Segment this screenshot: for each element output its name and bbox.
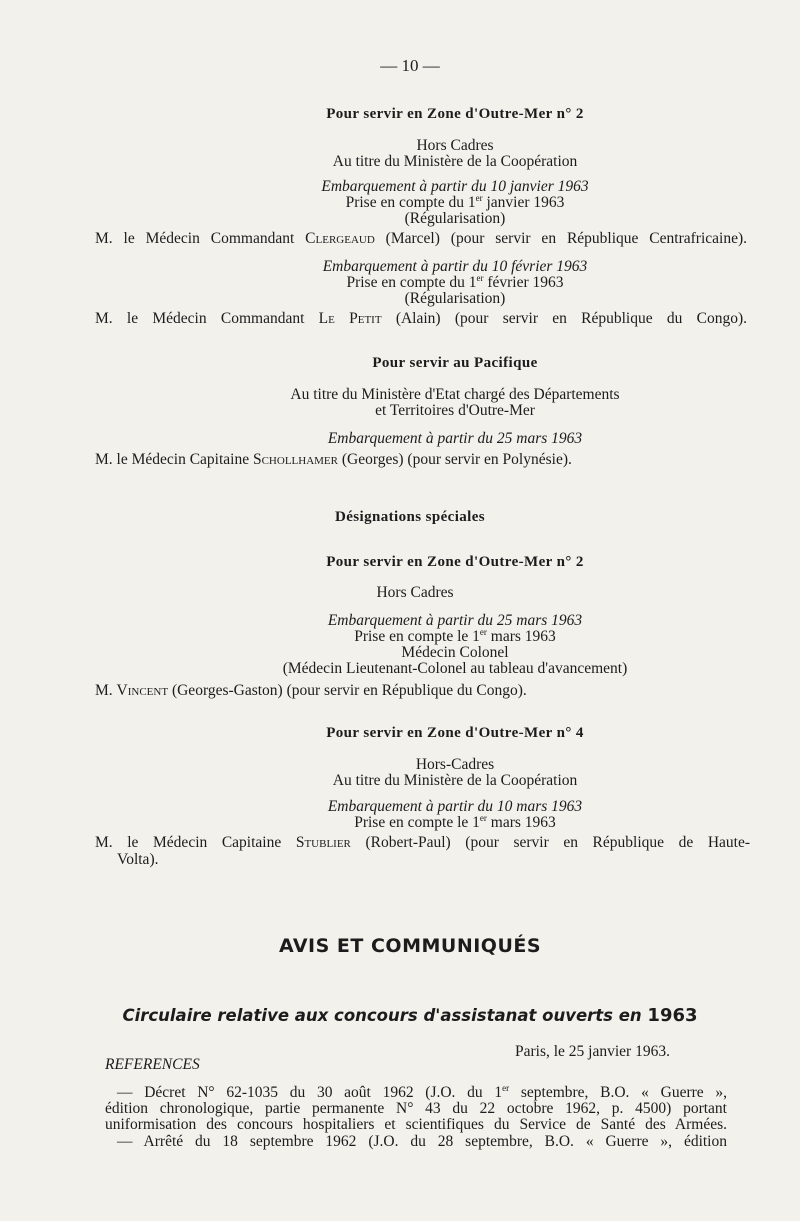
ministry-label: Au titre du Ministère d'Etat chargé des Départements (290, 386, 620, 403)
ministry-label: Au titre du Ministère de la Coopération (332, 772, 578, 789)
letter-date: Paris, le 25 janvier 1963. (515, 1043, 670, 1060)
reference-line: — Décret N° 62-1035 du 30 août 1962 (J.O. du 1er septembre, B.O. « Guerre », (117, 1082, 727, 1101)
personnel-entry: M. le Médecin Capitaine Stublier (Robert-Paul) (pour servir en République de Haute- (95, 834, 750, 851)
avis-communiques-title: AVIS ET COMMUNIQUÉS (278, 935, 542, 957)
grade-note: (Médecin Lieutenant-Colonel au tableau d'avancement) (282, 660, 628, 677)
personnel-entry: M. le Médecin Capitaine Schollhamer (Georges) (pour servir en Polynésie). (95, 451, 572, 468)
hors-cadres-label: Hors-Cadres (415, 756, 495, 773)
prise-en-compte-line: Prise en compte le 1er mars 1963 (354, 812, 556, 831)
prise-en-compte-line: Prise en compte du 1er février 1963 (346, 272, 564, 291)
section-heading-zone-2: Pour servir en Zone d'Outre-Mer n° 2 (326, 554, 584, 570)
page-number: — 10 — (380, 56, 440, 75)
designations-heading: Désignations spéciales (334, 509, 486, 525)
ministry-label-cont: et Territoires d'Outre-Mer (375, 402, 535, 419)
embarkation-line: Embarquement à partir du 25 mars 1963 (327, 430, 583, 447)
prise-en-compte-line: Prise en compte le 1er mars 1963 (354, 626, 556, 645)
embarkation-line: Embarquement à partir du 10 février 1963 (322, 258, 588, 275)
personnel-entry-cont: Volta). (117, 851, 159, 868)
section-heading-pacifique: Pour servir au Pacifique (372, 355, 538, 371)
grade-label: Médecin Colonel (401, 644, 509, 661)
section-heading-zone-4: Pour servir en Zone d'Outre-Mer n° 4 (326, 725, 584, 741)
regularisation-note: (Régularisation) (404, 210, 506, 227)
personnel-entry: M. le Médecin Commandant Le Petit (Alain) (pour servir en République du Congo). (95, 310, 748, 327)
ministry-label: Au titre du Ministère de la Coopération (332, 153, 578, 170)
regularisation-note: (Régularisation) (404, 290, 506, 307)
embarkation-line: Embarquement à partir du 10 mars 1963 (327, 798, 583, 815)
section-heading-zone-2: Pour servir en Zone d'Outre-Mer n° 2 (326, 106, 584, 122)
hors-cadres-label: Hors Cadres (416, 137, 494, 154)
prise-en-compte-line: Prise en compte du 1er janvier 1963 (345, 192, 565, 211)
personnel-entry: M. le Médecin Commandant Clergeaud (Marcel) (pour servir en République Centrafricaine). (95, 230, 747, 247)
reference-line: édition chronologique, partie permanente N° 43 du 22 octobre 1962, p. 4500) portant (105, 1100, 727, 1117)
reference-line: — Arrêté du 18 septembre 1962 (J.O. du 28 septembre, B.O. « Guerre », édition (117, 1133, 727, 1150)
personnel-entry: M. Vincent (Georges-Gaston) (pour servir en République du Congo). (95, 682, 527, 699)
references-heading: REFERENCES (105, 1056, 200, 1073)
reference-line: uniformisation des concours hospitaliers et scientifiques du Service de Santé des Armées. (105, 1116, 727, 1133)
embarkation-line: Embarquement à partir du 10 janvier 1963 (321, 178, 589, 195)
hors-cadres-label: Hors Cadres (376, 584, 454, 601)
circulaire-title: Circulaire relative aux concours d'assistanat ouverts en 1963 (122, 1005, 698, 1026)
embarkation-line: Embarquement à partir du 25 mars 1963 (327, 612, 583, 629)
